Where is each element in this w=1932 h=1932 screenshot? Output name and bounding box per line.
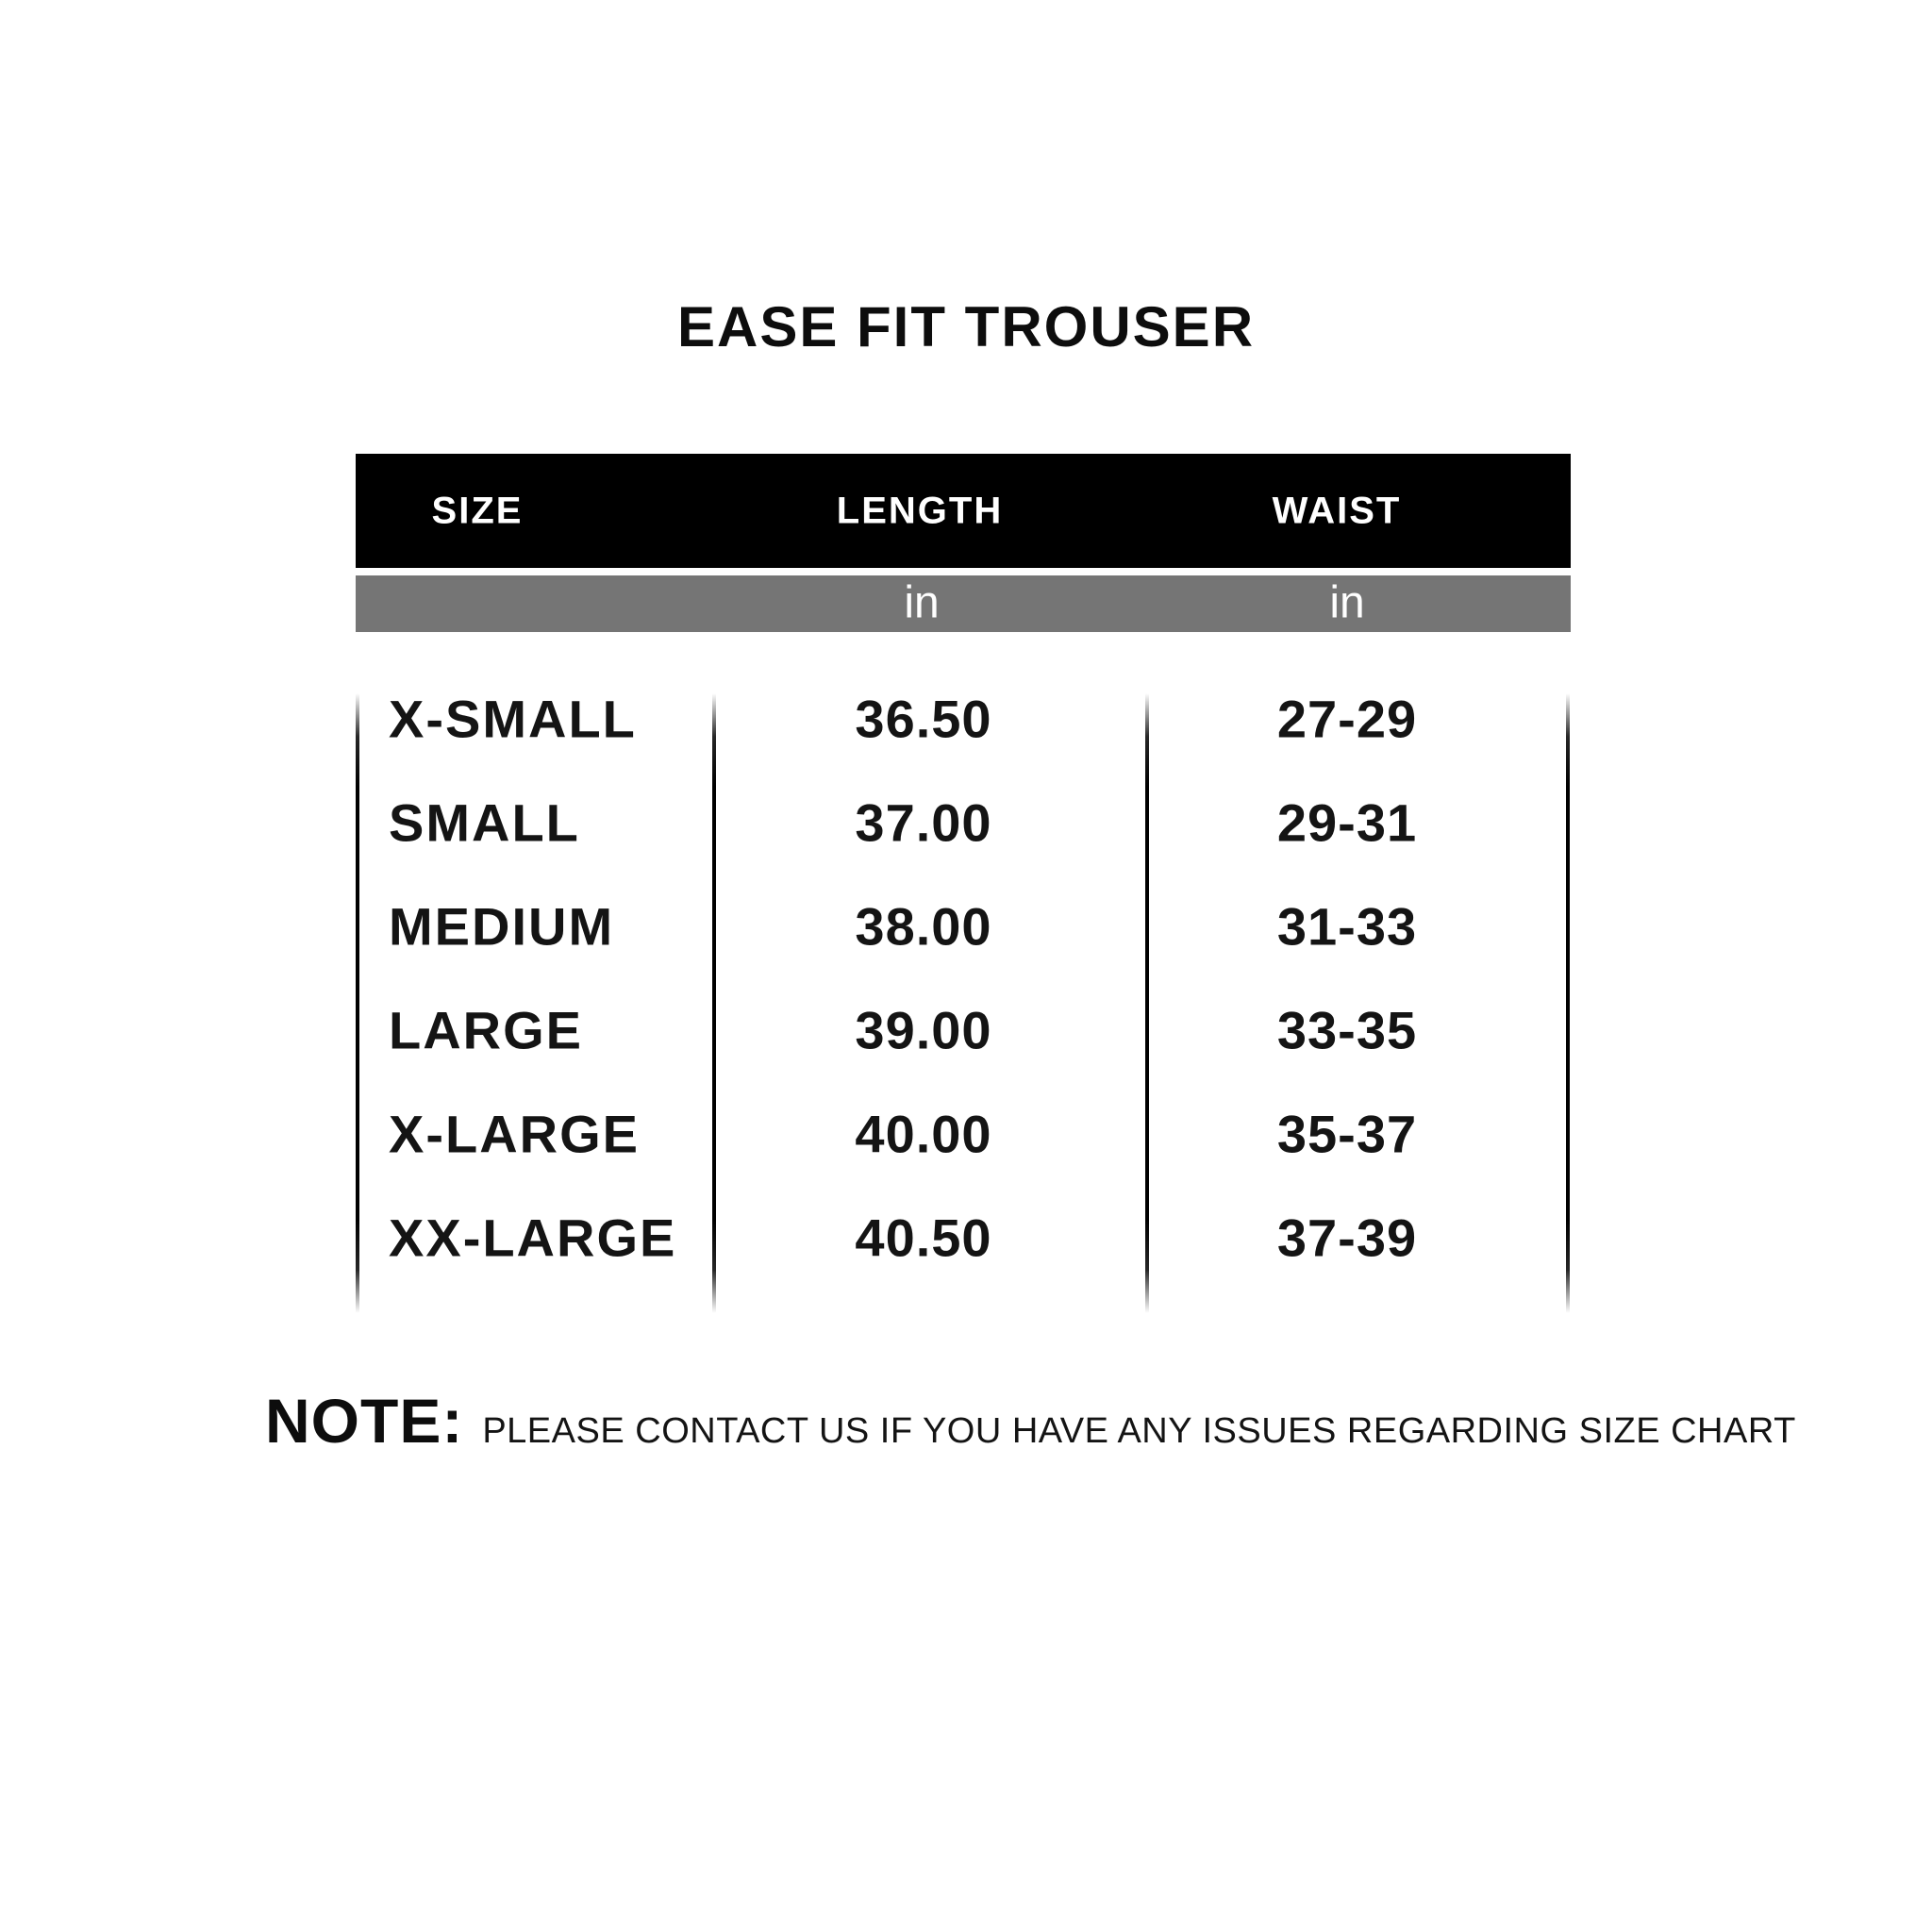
waist-cell: 31-33 [1276,896,1418,957]
note [265,1385,1796,1457]
column-header-waist: WAIST [1272,490,1402,531]
size-cell: XX-LARGE [389,1208,677,1268]
table-row [356,978,1571,1082]
table-row [356,771,1571,874]
size-cell: SMALL [389,792,580,853]
table-row [356,874,1571,978]
length-cell: 40.50 [855,1208,992,1268]
size-cell: LARGE [389,1000,583,1060]
column-header-size: SIZE [431,490,524,531]
waist-cell: 33-35 [1276,1000,1418,1060]
size-cell: X-LARGE [389,1104,640,1164]
length-cell: 36.50 [855,689,992,749]
waist-cell: 29-31 [1276,792,1418,853]
size-cell: MEDIUM [389,896,615,957]
waist-cell: 37-39 [1276,1208,1418,1268]
note-text: PLEASE CONTACT US IF YOU HAVE ANY ISSUES REGARDING SIZE CHART [482,1411,1796,1451]
length-cell: 39.00 [855,1000,992,1060]
page-title: EASE FIT TROUSER [676,295,1256,358]
waist-cell: 27-29 [1276,689,1418,749]
table-row [356,1082,1571,1186]
length-cell: 40.00 [855,1104,992,1164]
size-cell: X-SMALL [389,689,637,749]
waist-cell: 35-37 [1276,1104,1418,1164]
length-cell: 37.00 [855,792,992,853]
table-units-row [356,575,1571,632]
length-unit-label: in [904,577,940,628]
length-cell: 38.00 [855,896,992,957]
table-row [356,1186,1571,1290]
table-header-row [356,454,1571,568]
waist-unit-label: in [1329,577,1365,628]
table-body [356,667,1571,1290]
note-label: NOTE: [265,1386,464,1456]
column-header-length: LENGTH [836,490,1004,531]
table-row [356,667,1571,771]
